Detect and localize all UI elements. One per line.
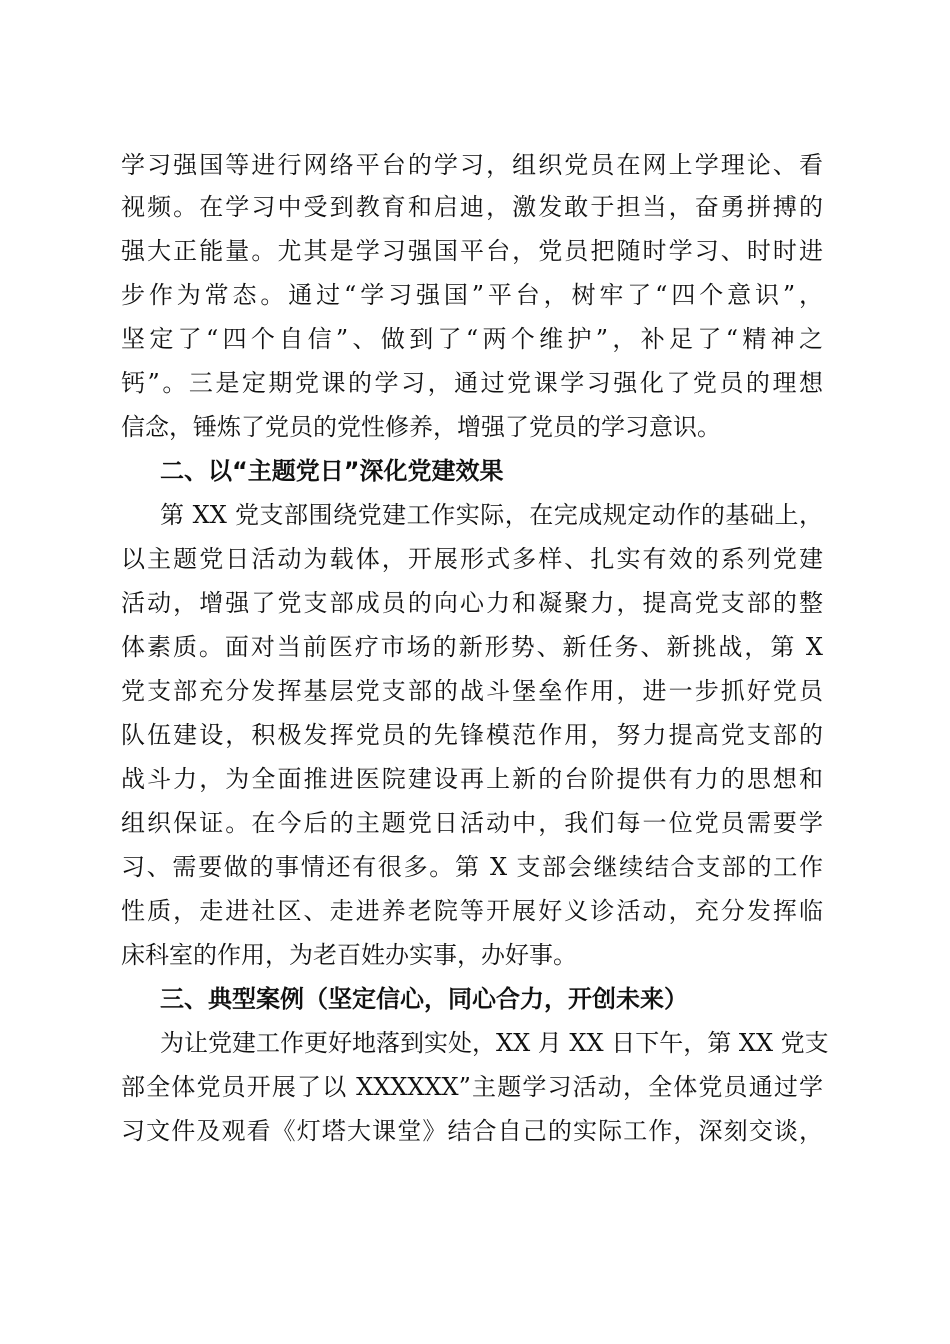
paragraph-line: 战斗力，为全面推进医院建设再上新的台阶提供有力的思想和 (121, 765, 823, 793)
paragraph-line: 以主题党日活动为载体，开展形式多样、扎实有效的系列党建 (121, 545, 823, 573)
paragraph-line: 队伍建设，积极发挥党员的先锋模范作用，努力提高党支部的 (121, 721, 823, 749)
section-heading-3: 三、典型案例（坚定信心，同心合力，开创未来） (160, 985, 688, 1013)
paragraph-line: 组织保证。在今后的主题党日活动中，我们每一位党员需要学 (121, 809, 823, 837)
paragraph-line: 视频。在学习中受到教育和启迪，激发敢于担当，奋勇拼搏的 (121, 193, 823, 221)
paragraph-line: 性质，走进社区、走进养老院等开展好义诊活动，充分发挥临 (121, 897, 823, 925)
paragraph-line: 床科室的作用，为老百姓办实事，办好事。 (121, 941, 577, 969)
paragraph-line: 为让党建工作更好地落到实处，XX 月 XX 日下午，第 XX 党支 (160, 1029, 829, 1057)
paragraph-line: 习、需要做的事情还有很多。第 X 支部会继续结合支部的工作 (121, 853, 823, 881)
paragraph-line: 活动，增强了党支部成员的向心力和凝聚力，提高党支部的整 (121, 589, 823, 617)
paragraph-line: 强大正能量。尤其是学习强国平台，党员把随时学习、时时进 (121, 237, 823, 265)
paragraph-line: 坚定了“四个自信”、做到了“两个维护”，补足了“精神之 (121, 325, 823, 353)
paragraph-line: 体素质。面对当前医疗市场的新形势、新任务、新挑战，第 X (121, 633, 823, 661)
paragraph-line: 习文件及观看《灯塔大课堂》结合自己的实际工作，深刻交谈， (121, 1117, 823, 1145)
paragraph-line: 步作为常态。通过“学习强国”平台，树牢了“四个意识”， (121, 281, 823, 309)
paragraph-line: 钙”。三是定期党课的学习，通过党课学习强化了党员的理想 (121, 369, 823, 397)
paragraph-line: 部全体党员开展了以 XXXXXX”主题学习活动，全体党员通过学 (121, 1073, 823, 1101)
paragraph-line: 第 XX 党支部围绕党建工作实际，在完成规定动作的基础上， (160, 501, 823, 529)
section-heading-2: 二、以“主题党日”深化党建效果 (160, 457, 504, 485)
paragraph-line: 信念，锤炼了党员的党性修养，增强了党员的学习意识。 (121, 413, 721, 441)
paragraph-line: 学习强国等进行网络平台的学习，组织党员在网上学理论、看 (121, 151, 823, 179)
paragraph-line: 党支部充分发挥基层党支部的战斗堡垒作用，进一步抓好党员 (121, 677, 823, 705)
